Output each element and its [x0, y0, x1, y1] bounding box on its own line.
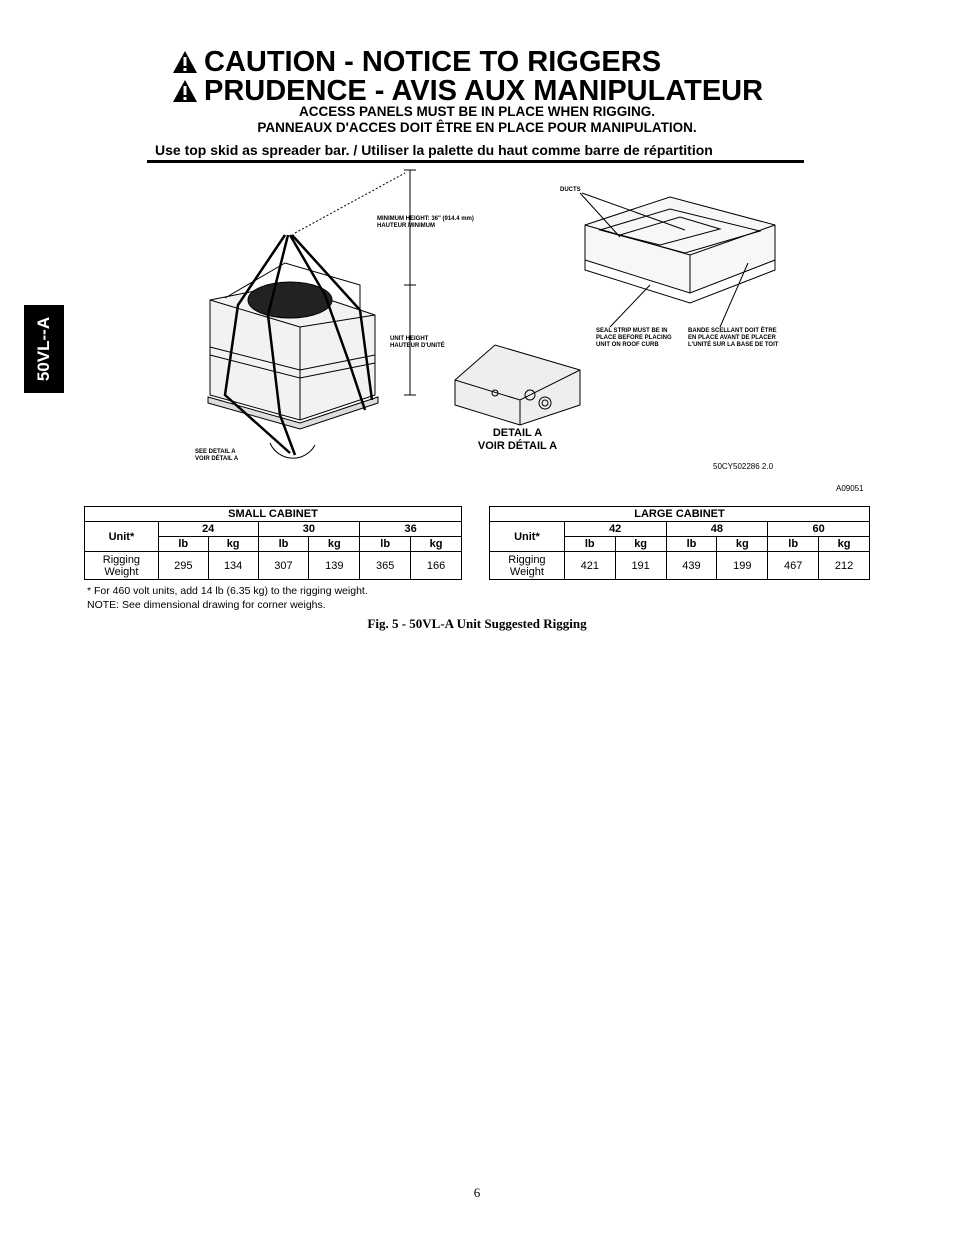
small-cabinet-title: SMALL CABINET [85, 507, 462, 522]
part-number: 50CY502286 2.0 [713, 462, 774, 471]
rigging-weight-label [85, 552, 159, 580]
weight-kg: 166 [411, 552, 462, 580]
page-number: 6 [473, 1185, 481, 1200]
seal-fr-line-2: EN PLACE AVANT DE PLACER [688, 335, 776, 341]
ducts-label: DUCTS [560, 187, 581, 193]
header-rule [147, 160, 804, 163]
large-cabinet-table [489, 506, 870, 580]
footnote: * For 460 volt units, add 14 lb (6.35 kg) to the rigging weight. [87, 585, 368, 597]
weight-kg: 212 [819, 552, 870, 580]
access-notice-en: ACCESS PANELS MUST BE IN PLACE WHEN RIGGING. [298, 104, 656, 119]
weight-kg: 139 [309, 552, 360, 580]
unit-size: 30 [258, 522, 360, 537]
kg-header: kg [717, 537, 768, 552]
caution-heading-en [172, 46, 661, 78]
weight-lb: 421 [564, 552, 615, 580]
kg-header: kg [615, 537, 666, 552]
kg-header: kg [208, 537, 258, 552]
unit-height-line-2: HAUTEUR D'UNITÉ [390, 343, 445, 349]
weight-kg: 199 [717, 552, 768, 580]
lb-header: lb [158, 537, 208, 552]
weight-lb: 467 [768, 552, 819, 580]
small-cabinet-table [84, 506, 462, 580]
unit-header: Unit* [85, 522, 159, 552]
see-detail-line-2: VOIR DÉTAIL A [195, 456, 239, 462]
weight-kg: 134 [208, 552, 258, 580]
access-notice-fr: PANNEAUX D'ACCES DOIT ÊTRE EN PLACE POUR MANIPULATION. [257, 120, 697, 135]
caution-heading-fr [172, 75, 763, 107]
caution-text-fr: PRUDENCE - AVIS AUX MANIPULATEUR [204, 75, 764, 107]
min-height-line-1: MINIMUM HEIGHT: 36" (914.4 mm) [377, 216, 474, 222]
seal-en-line-2: PLACE BEFORE PLACING [596, 335, 672, 341]
unit-size: 48 [666, 522, 768, 537]
weight-lb: 295 [158, 552, 208, 580]
detail-a-label [470, 427, 565, 453]
detail-a-line-2: VOIR DÉTAIL A [477, 440, 558, 452]
weight-lb: 439 [666, 552, 717, 580]
table-notes [87, 584, 368, 612]
warning-icon [172, 79, 198, 103]
min-height-label [377, 216, 474, 230]
seal-fr-line-1: BANDE SCELLANT DOIT ÊTRE [688, 328, 777, 334]
warning-icon [172, 50, 198, 74]
weight-kg: 191 [615, 552, 666, 580]
weight-lb: 365 [360, 552, 411, 580]
unit-size: 24 [158, 522, 258, 537]
unit-size: 36 [360, 522, 462, 537]
kg-header: kg [309, 537, 360, 552]
seal-en-line-1: SEAL STRIP MUST BE IN [596, 328, 668, 334]
seal-strip-label-fr [688, 328, 778, 349]
note: NOTE: See dimensional drawing for corner weighs. [87, 599, 326, 611]
large-cabinet-title: LARGE CABINET [490, 507, 870, 522]
side-tab-label: 50VL--A [34, 316, 53, 382]
unit-height-line-1: UNIT HEIGHT [390, 336, 429, 342]
see-detail-label [195, 449, 238, 463]
lb-header: lb [360, 537, 411, 552]
rigging-line-2: Weight [509, 565, 544, 578]
unit-height-label [390, 336, 445, 350]
unit-header: Unit* [490, 522, 565, 552]
kg-header: kg [411, 537, 462, 552]
figure-caption: Fig. 5 - 50VL-A Unit Suggested Rigging [367, 616, 587, 631]
min-height-line-2: HAUTEUR MINIMUM [377, 223, 435, 229]
seal-en-line-3: UNIT ON ROOF CURB [596, 342, 659, 348]
lb-header: lb [564, 537, 615, 552]
caution-text-en: CAUTION - NOTICE TO RIGGERS [204, 46, 662, 78]
lb-header: lb [258, 537, 309, 552]
see-detail-line-1: SEE DETAIL A [195, 449, 236, 455]
rigging-line-1: Rigging [102, 553, 141, 566]
lb-header: lb [768, 537, 819, 552]
rigging-line-2: Weight [104, 565, 139, 578]
weight-lb: 307 [258, 552, 309, 580]
detail-a-line-1: DETAIL A [492, 427, 543, 439]
seal-fr-line-3: L'UNITÉ SUR LA BASE DE TOIT [688, 342, 779, 348]
unit-size: 42 [564, 522, 666, 537]
kg-header: kg [819, 537, 870, 552]
seal-strip-label-en [596, 328, 672, 349]
spreader-bar-note: Use top skid as spreader bar. / Utiliser la palette du haut comme barre de répartition [155, 142, 713, 158]
rigging-weight-label [490, 552, 565, 580]
rigging-line-1: Rigging [508, 553, 546, 566]
lb-header: lb [666, 537, 717, 552]
figure-id: A09051 [836, 484, 864, 493]
unit-size: 60 [768, 522, 870, 537]
side-tab [24, 305, 64, 393]
